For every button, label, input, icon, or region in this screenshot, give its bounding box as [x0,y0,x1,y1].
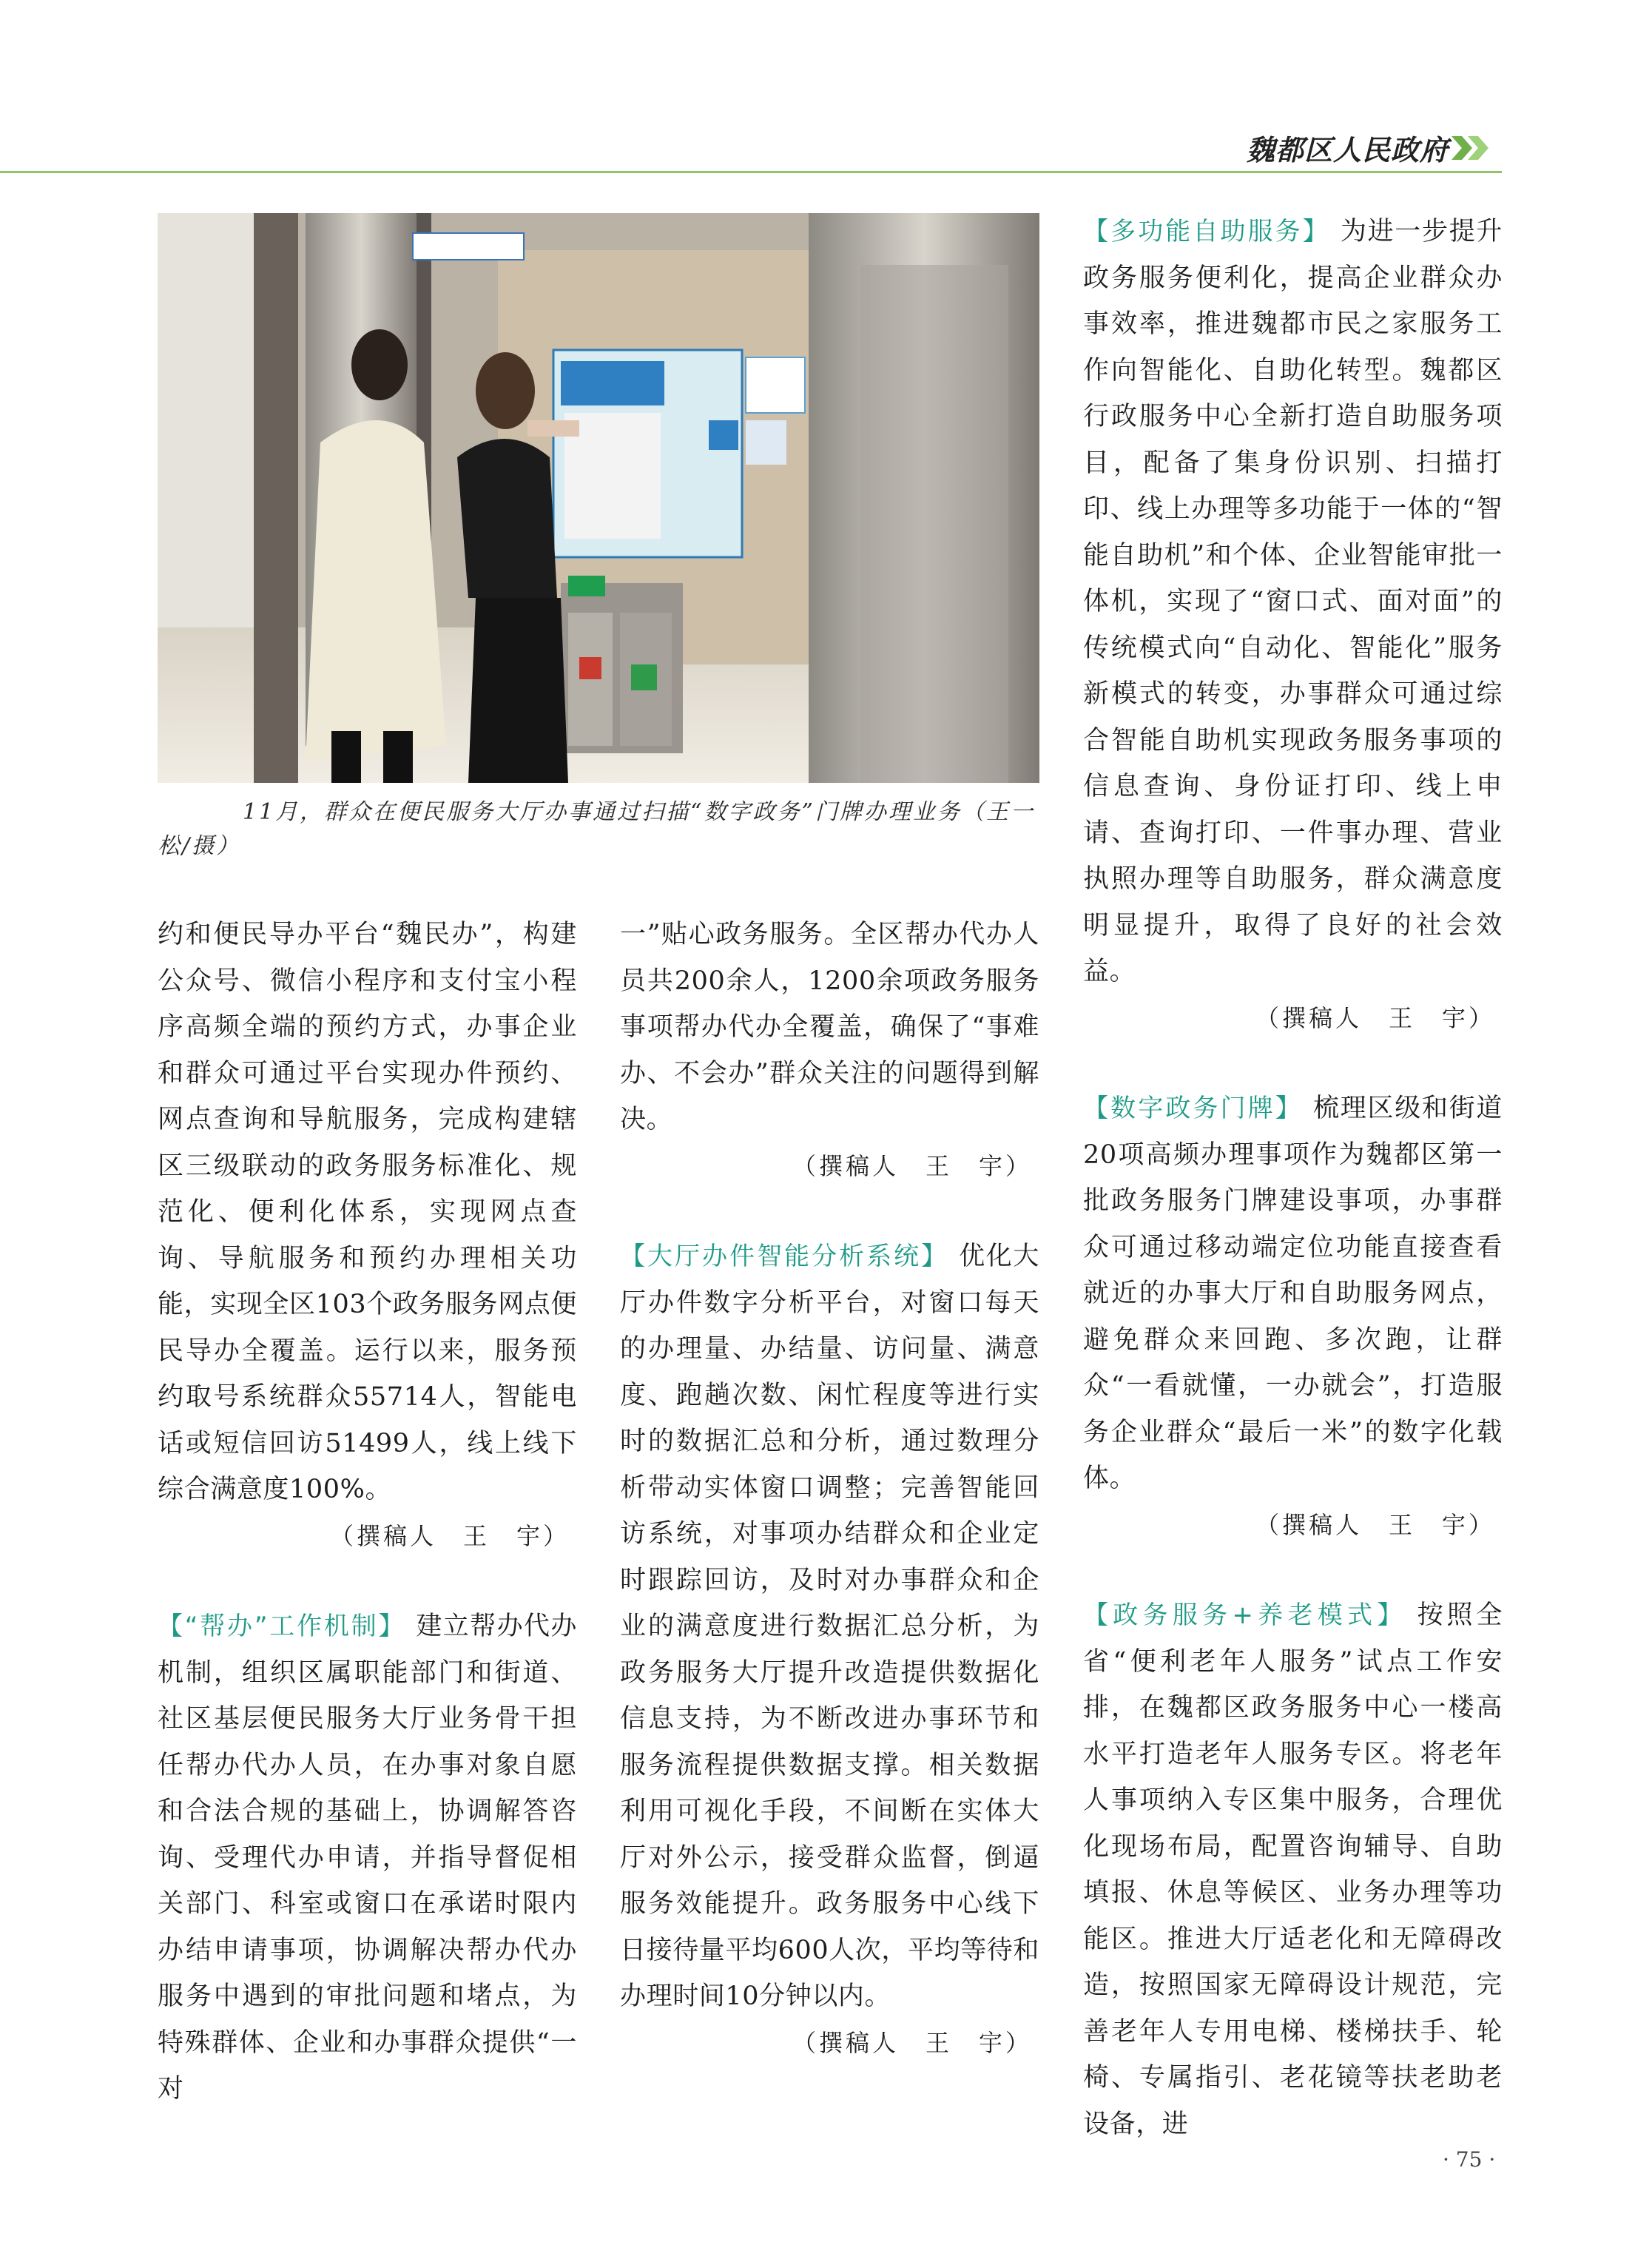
header-rule [0,171,1502,173]
section-text: 优化大厅办件数字分析平台，对窗口每天的办理量、办结量、访问量、满意度、跑趟次数、闲忙程度等进行实时的数据汇总和分析，通过数理分析带动实体窗口调整；完善智能回访系统，对事项办结群众和企业定时跟踪回访，及时对办事群众和企业的满意度进行数据汇总分析，为政务服务大厅提升改造提供数据化信息支持，为不断改进办事环节和服务流程提供数据支撑。相关数据利用可视化手段，不间断在实体大厅对外公示，接受群众监督，倒逼服务效能提升。政务服务中心线下日接待量平均600人次，平均等待和办理时间10分钟以内。 [620,1242,1040,2011]
header-title: 魏都区人民政府 [1246,134,1449,166]
section-elderly [1083,1592,1503,2147]
byline: （撰稿人 王 宇） [792,2028,1032,2057]
section-heading: 【大厅办件智能分析系统】 [620,1242,949,1271]
continued-paragraph: 一”贴心政务服务。全区帮办代办人员共200余人，1200余项政务服务事项帮办代办全覆盖，确保了“事难办、不会办”群众关注的问题得到解决。 [620,920,1039,1134]
section-heading: 【多功能自助服务】 [1083,217,1330,246]
byline: （撰稿人 王 宇） [1255,1510,1495,1539]
double-chevron-right-icon [1450,133,1494,163]
section-bangban [158,1603,577,2113]
section-doorplate [1083,1085,1503,1502]
page-number: · 75 · [1443,2147,1496,2172]
column-middle [620,912,1039,2066]
section-selfservice [1083,209,1503,995]
byline: （撰稿人 王 宇） [1255,1003,1495,1032]
section-text: 为进一步提升政务服务便利化，提高企业群众办事效率，推进魏都市民之家服务工作向智能化、自助化转型。魏都区行政服务中心全新打造自助服务项目，配备了集身份识别、扫描打印、线上办理等多功能于一体的“智能自助机”和个体、企业智能审批一体机，实现了“窗口式、面对面”的传统模式向“自动化、智能化”服务新模式的转变，办事群众可通过综合智能自助机实现政务服务事项的信息查询、身份证打印、线上申请、查询打印、一件事办理、营业执照办理等自助服务，群众满意度明显提升，取得了良好的社会效益。 [1083,217,1503,986]
section-heading: 【政务服务+养老模式】 [1083,1600,1407,1630]
byline: （撰稿人 王 宇） [329,1521,570,1550]
photo-caption: 11月，群众在便民服务大厅办事通过扫描“数字政务”门牌办理业务（王一松/摄） [158,799,1035,859]
section-text: 梳理区级和街道20项高频办理事项作为魏都区第一批政务服务门牌建设事项，办事群众可通过移动端定位功能直接查看就近的办事大厅和自助服务网点，避免群众来回跑、多次跑，让群众“一看就懂，一办就会”，打造服务企业群众“最后一米”的数字化载体。 [1083,1094,1503,1493]
section-heading: 【“帮办”工作机制】 [158,1612,406,1641]
intro-paragraph: 约和便民导办平台“魏民办”，构建公众号、微信小程序和支付宝小程序高频全端的预约方式，办事企业和群众可通过平台实现办件预约、网点查询和导航服务，完成构建辖区三级联动的政务服务标准化、规范化、便利化体系，实现网点查询、导航服务和预约办理相关功能，实现全区103个政务服务网点便民导办全覆盖。运行以来，服务预约取号系统群众55714人，智能电话或短信回访51499人，线上线下综合满意度100%。 [158,920,578,1504]
section-heading: 【数字政务门牌】 [1083,1094,1304,1123]
section-text: 建立帮办代办机制，组织区属职能部门和街道、社区基层便民服务大厅业务骨干担任帮办代办人员，在办事对象自愿和合法合规的基础上，协调解答咨询、受理代办申请，并指导督促相关部门、科室或窗口在承诺时限内办结申请事项，协调解决帮办代办服务中遇到的审批问题和堵点，为特殊群体、企业和办事群众提供“一对 [158,1612,577,2104]
column-right [1083,209,1503,2147]
section-analysis [620,1233,1039,2020]
column-left [158,912,577,2113]
news-photo [158,213,1039,783]
byline: （撰稿人 王 宇） [792,1151,1032,1180]
section-text: 按照全省“便利老年人服务”试点工作安排，在魏都区政务服务中心一楼高水平打造老年人服务专区。将老年人事项纳入专区集中服务，合理优化现场布局，配置咨询辅导、自助填报、休息等候区、业务办理等功能区。推进大厅适老化和无障碍改造，按照国家无障碍设计规范，完善老年人专用电梯、楼梯扶手、轮椅、专属指引、老花镜等扶老助老设备，进 [1083,1600,1503,2139]
